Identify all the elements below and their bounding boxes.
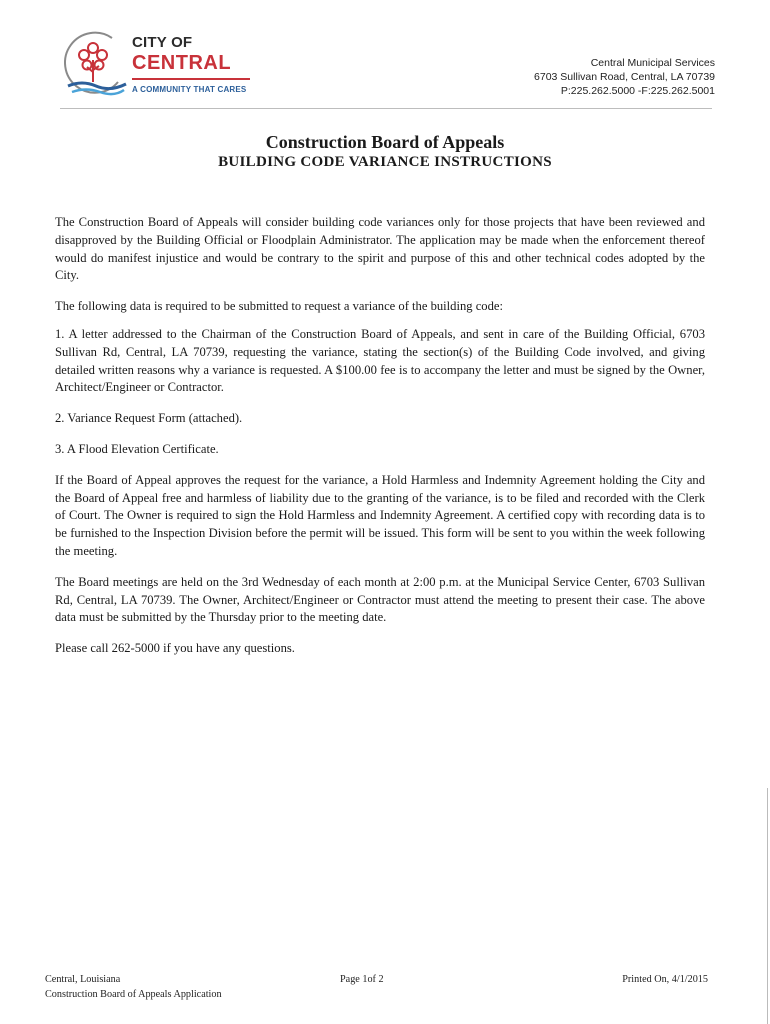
logo-tagline: A COMMUNITY THAT CARES (132, 85, 247, 94)
footer-printed-date: Printed On, 4/1/2015 (622, 974, 708, 985)
city-logo (62, 30, 262, 100)
footer-page-number: Page 1of 2 (340, 974, 384, 985)
header-address: 6703 Sullivan Road, Central, LA 70739 (534, 71, 715, 83)
footer-document-name: Construction Board of Appeals Application (45, 988, 222, 1000)
paragraph-intro: The Construction Board of Appeals will consider building code variances only for those projects that have been reviewed and disapproved by the Building Official or Floodplain Administrator. The application may be made when the enforcement thereof would do manifest injustice and would be contrary to the spirit and purpose of this and other technical codes adopted by the City. (55, 215, 705, 283)
page-edge-line (767, 788, 768, 1024)
paragraph-requirements-intro: The following data is required to be submitted to request a variance of the building code: (55, 299, 503, 314)
document-title: Construction Board of Appeals (265, 132, 505, 152)
header-org: Central Municipal Services (590, 57, 715, 69)
logo-central: CENTRAL (132, 52, 232, 74)
paragraph-item-2: 2. Variance Request Form (attached). (55, 411, 243, 426)
tree-emblem-icon (62, 30, 128, 100)
header-contact-block (534, 56, 715, 98)
document-body (55, 214, 705, 671)
paragraph-hold-harmless: If the Board of Appeal approves the request for the variance, a Hold Harmless and Indemnity Agreement holding the City and the Board of Appeal free and harmless of liability due to the granting of the variance, is to be filed and recorded with the Clerk of Court. The Owner is required to sign the Hold Harmless and Indemnity Agreement. A certified copy with recording data is to be furnished to the Inspection Division before the permit will be issued. This form will be sent to you within the week following the meeting. (55, 472, 705, 558)
paragraph-item-3: 3. A Flood Elevation Certificate. (55, 441, 219, 456)
header-phone-fax: P:225.262.5000 -F:225.262.5001 (560, 85, 715, 97)
paragraph-contact: Please call 262-5000 if you have any questions. (55, 641, 295, 656)
document-subtitle: BUILDING CODE VARIANCE INSTRUCTIONS (218, 154, 552, 170)
logo-city-of: CITY OF (132, 34, 193, 51)
paragraph-meetings: The Board meetings are held on the 3rd Wednesday of each month at 2:00 p.m. at the Municipal Service Center, 6703 Sullivan Rd, Central, LA 70739. The Owner, Architect/Engineer or Contractor must attend the meeting to present their case. The above data must be submitted by the Thursday prior to the meeting date. (55, 574, 705, 625)
footer-location: Central, Louisiana (45, 974, 121, 985)
header-divider (60, 108, 712, 109)
footer-left (45, 973, 222, 1002)
logo-divider (132, 78, 250, 80)
paragraph-item-1: 1. A letter addressed to the Chairman of the Construction Board of Appeals, and sent in care of the Building Official, 6703 Sullivan Rd, Central, LA 70739, requesting the variance, stating the section(s) of the Building Code involved, and giving detailed written reasons why a variance is requested. A $100.00 fee is to accompany the letter and must be signed by the Owner, Architect/Engineer or Contractor. (55, 326, 705, 395)
